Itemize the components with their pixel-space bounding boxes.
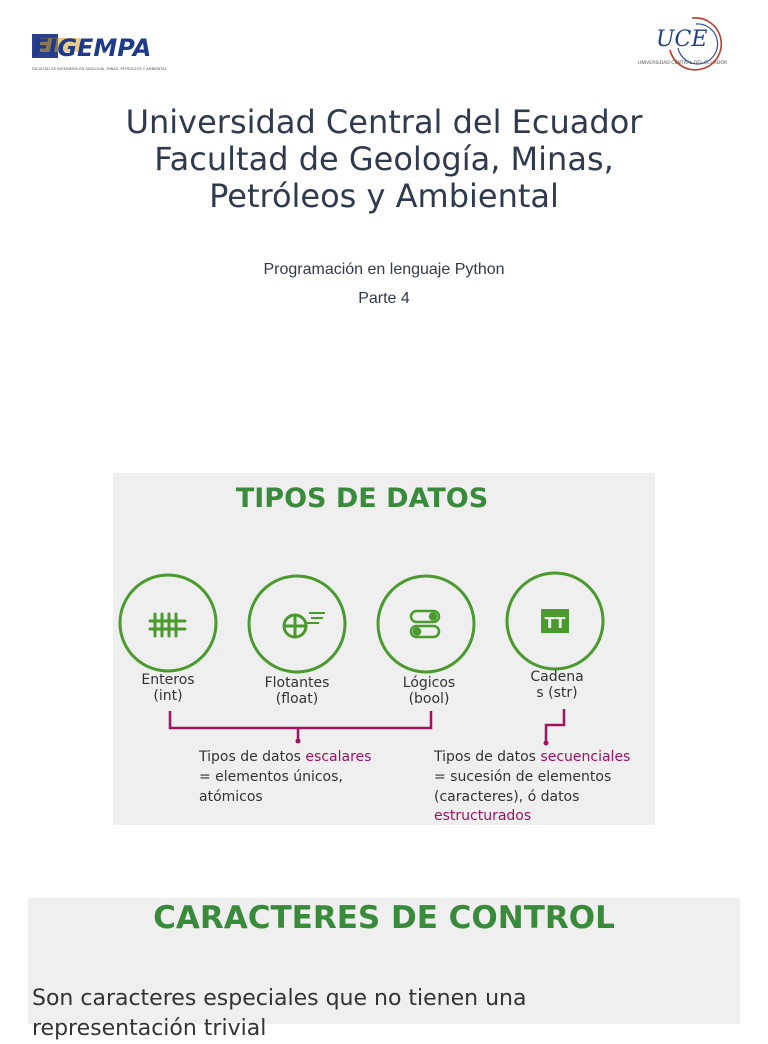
subtitle-part: Parte 4 [358,290,410,307]
caracteres-de-control-line-2: representación trivial [32,1016,267,1041]
text-tt-icon [541,609,569,633]
enteros-label: Enteros [141,672,195,688]
flotantes-type: (float) [275,691,319,707]
logicos-type: (bool) [408,691,450,707]
secuenciales-highlight: secuenciales [540,749,631,765]
caracteres-de-control-heading: CARACTERES DE CONTROL [153,900,615,936]
document-title [0,104,768,215]
figempa-logo-caption: FACULTAD DE INGENIERÍA EN GEOLOGÍA, MINAS, PETRÓLEOS Y AMBIENTAL [32,67,167,71]
logicos-label: Lógicos [402,675,456,691]
flotantes-circle [249,576,345,672]
toggle-switch-icon [411,611,439,637]
secuenciales-dot [544,741,549,746]
enteros-type: (int) [153,688,183,704]
escalares-description-line-1: Tipos de datos escalares [199,749,372,765]
secuenciales-bracket [546,709,564,743]
flotantes-label: Flotantes [264,675,330,691]
cadena-label: Cadena [530,669,584,685]
secuenciales-description-line-4: estructurados [434,808,532,824]
title-line-1: Universidad Central del Ecuador [125,103,643,141]
escalares-highlight: escalares [305,749,372,765]
uce-logo [634,10,736,72]
uce-logo-caption: UNIVERSIDAD CENTRAL DEL ECUADOR [638,61,728,66]
escalares-bracket [170,711,431,728]
escalares-dot [296,739,301,744]
escalares-description-line-2: = elementos únicos, [199,769,343,785]
caracteres-de-control-figure [28,898,740,1041]
document-subtitle [0,255,768,313]
title-line-3: Petróleos y Ambiental [209,177,559,215]
cadena-type: s (str) [536,685,578,701]
title-line-2: Facultad de Geología, Minas, [154,140,614,178]
pie-chart-icon [284,613,325,637]
caracteres-de-control-line-1: Son caracteres especiales que no tienen una [32,986,527,1011]
figempa-logo-text: FIGEMPA [32,34,152,62]
escalares-description-line-3: atómicos [199,789,263,805]
secuenciales-description-line-2: = sucesión de elementos [434,769,612,785]
figempa-logo [30,26,167,74]
tipos-de-datos-heading: TIPOS DE DATOS [235,483,489,514]
svg-text:TT: TT [544,614,566,632]
tipos-de-datos-figure [113,473,655,825]
caracteres-de-control-text [32,984,526,1044]
uce-logo-text: UCE [656,27,708,52]
secuenciales-description-line-3: (caracteres), ó datos [434,789,580,805]
secuenciales-description-line-1: Tipos de datos secuenciales [434,749,631,765]
logicos-circle [378,576,474,672]
subtitle-course: Programación en lenguaje Python [263,261,505,278]
tally-marks-icon [150,614,185,636]
